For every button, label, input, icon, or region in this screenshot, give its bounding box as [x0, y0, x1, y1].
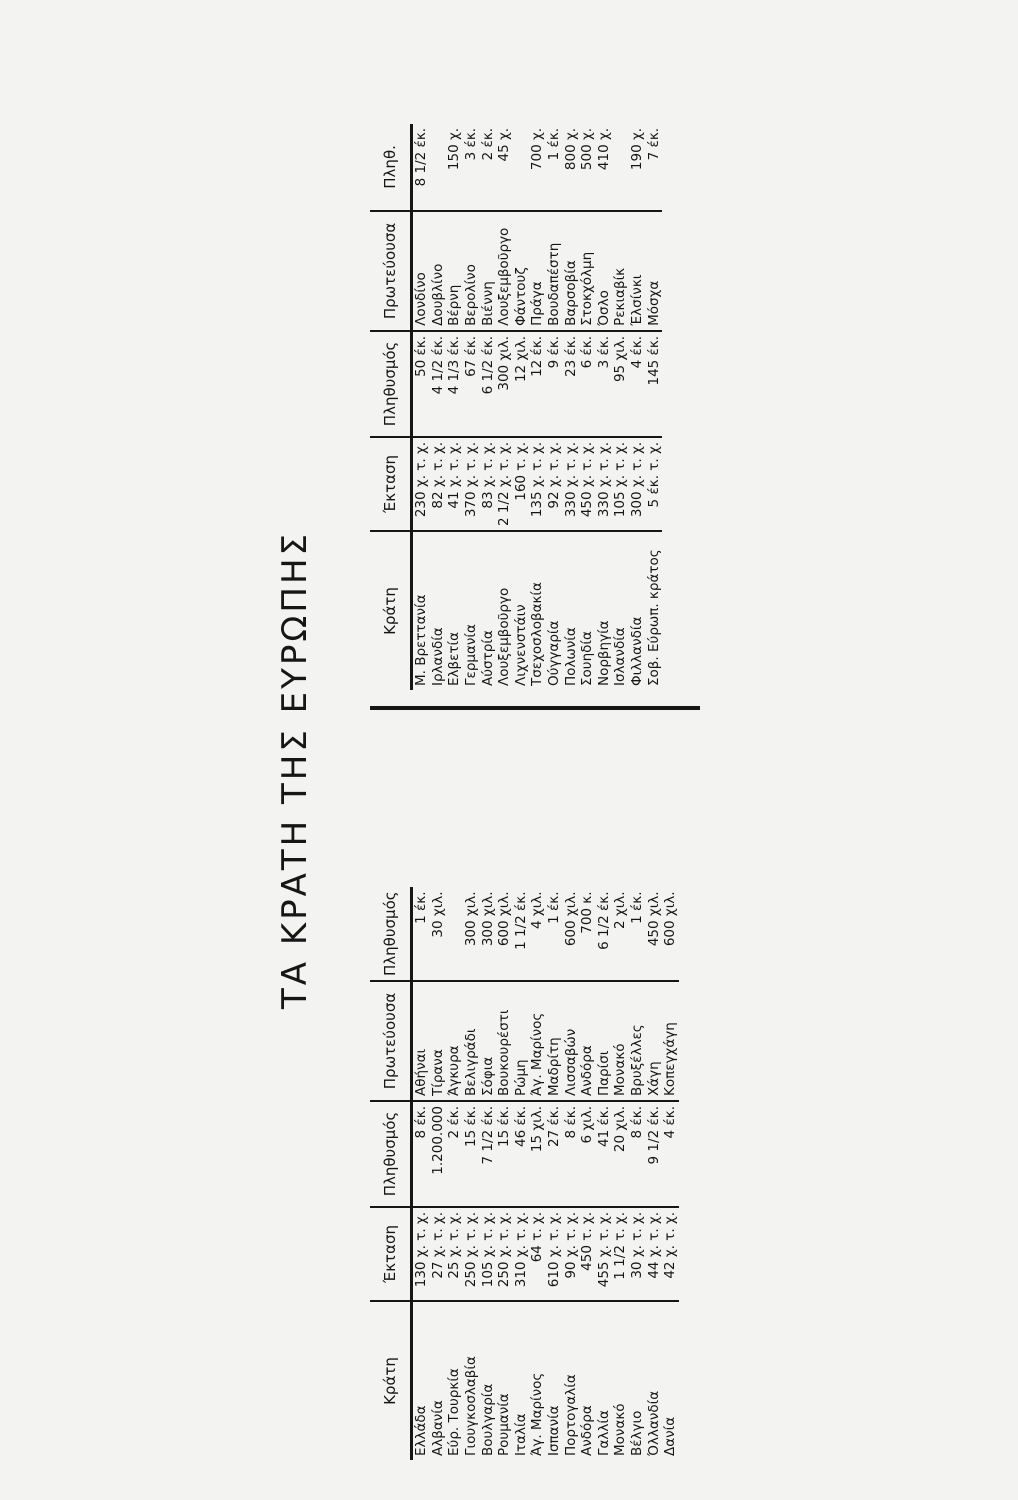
- cell-population: 3 έκ.: [596, 331, 613, 437]
- cell-state: Ισλανδία: [612, 627, 629, 686]
- table-row: [529, 887, 546, 1460]
- cell-area: 90 χ. τ. χ.: [562, 1207, 579, 1301]
- cell-population: 15 έκ.: [463, 1101, 480, 1207]
- cell-capital: Ρεκιαβίκ: [612, 211, 629, 331]
- cell-capital-population: 4 χιλ.: [529, 887, 546, 981]
- cell-area: 2 1/2 χ. τ. χ.: [496, 437, 513, 531]
- cell-capital: Βέρνη: [446, 211, 463, 331]
- cell-capital-population: [513, 124, 530, 211]
- cell-capital-population: 450 χιλ.: [645, 887, 662, 981]
- cell-area: 330 χ. τ. χ.: [596, 437, 613, 531]
- cell-capital-population: 600 χιλ.: [562, 887, 579, 981]
- table-row: [612, 887, 629, 1460]
- table-row: [496, 124, 513, 690]
- cell-area: 42 χ. τ. χ.: [662, 1207, 679, 1301]
- cell-capital: Σόφια: [479, 981, 496, 1101]
- cell-state: Φιλλανδία: [629, 616, 646, 686]
- cell-capital: Μόσχα: [645, 211, 662, 331]
- table-row: [446, 887, 463, 1460]
- cell-area: 30 χ. τ. χ.: [629, 1207, 646, 1301]
- cell-capital: Βιέννη: [479, 211, 496, 331]
- cell-state: Άγ. Μαρίνος: [529, 1372, 546, 1456]
- cell-state: Λουξεμβοῦργο: [496, 587, 513, 686]
- table-row: [562, 124, 579, 690]
- cell-state: Σουηδία: [579, 631, 596, 686]
- cell-area: 250 χ. τ. χ.: [463, 1207, 480, 1301]
- cell-state: Ελλάδα: [413, 1405, 430, 1456]
- cell-population: 1.200.000: [430, 1101, 447, 1207]
- cell-capital-population: 800 χ.: [562, 124, 579, 211]
- cell-capital: Λισσαβών: [562, 981, 579, 1101]
- cell-state: Πολωνία: [562, 627, 579, 686]
- cell-population: 50 έκ.: [412, 331, 430, 437]
- cell-capital-population: [430, 124, 447, 211]
- table-row: [596, 124, 613, 690]
- cell-area: 160 τ. χ.: [513, 437, 530, 531]
- cell-capital-population: 1 έκ.: [412, 887, 430, 981]
- cell-state: Ανδόρα: [579, 1405, 596, 1456]
- page-title: ΤΑ ΚΡΑΤΗ ΤΗΣ ΕΥΡΩΠΗΣ: [275, 531, 315, 1010]
- cell-state: Αύστρία: [479, 630, 496, 686]
- table-divider: [370, 706, 700, 710]
- table-row: [546, 124, 563, 690]
- column-header-capital: Πρωτεύουσα: [370, 211, 412, 331]
- cell-state: Γερμανία: [463, 624, 480, 686]
- cell-state: Εύρ. Τουρκία: [446, 1368, 463, 1456]
- cell-capital: Δουβλίνο: [430, 211, 447, 331]
- table-row: [463, 887, 480, 1460]
- cell-state: Ισπανία: [546, 1405, 563, 1456]
- cell-population: 4 1/2 έκ.: [430, 331, 447, 437]
- cell-capital-population: 700 κ.: [579, 887, 596, 981]
- cell-capital: Βρυξέλλες: [629, 981, 646, 1101]
- cell-capital: Έλσίνκι: [629, 211, 646, 331]
- cell-area: 83 χ. τ. χ.: [479, 437, 496, 531]
- table-row: [579, 887, 596, 1460]
- cell-area: 310 χ. τ. χ.: [513, 1207, 530, 1301]
- cell-population: 6 χιλ.: [579, 1101, 596, 1207]
- cell-state: Δανία: [662, 1416, 679, 1456]
- cell-population: 46 έκ.: [513, 1101, 530, 1207]
- cell-capital-population: 30 χιλ.: [430, 887, 447, 981]
- cell-capital: Βερολίνο: [463, 211, 480, 331]
- table-row: [579, 124, 596, 690]
- cell-population: 145 έκ.: [645, 331, 662, 437]
- table-header-row: [370, 124, 412, 690]
- cell-population: 8 έκ.: [412, 1101, 430, 1207]
- table-row: [412, 887, 430, 1460]
- cell-capital-population: 300 χιλ.: [479, 887, 496, 981]
- cell-capital-population: 600 χιλ.: [496, 887, 513, 981]
- table-row: [412, 124, 430, 690]
- cell-area: 92 χ. τ. χ.: [546, 437, 563, 531]
- cell-population: 2 έκ.: [446, 1101, 463, 1207]
- cell-capital: Φάντουζ: [513, 211, 530, 331]
- cell-state: Ιρλανδία: [429, 627, 446, 686]
- column-header-population: Πληθυσμός: [370, 1101, 412, 1207]
- cell-state: Ιταλία: [512, 1413, 529, 1456]
- rotated-content: [260, 60, 760, 1480]
- cell-population: 8 έκ.: [629, 1101, 646, 1207]
- cell-state: Γιουγκοσλαβία: [463, 1356, 480, 1456]
- cell-capital: Λουξεμβοῦργο: [496, 211, 513, 331]
- cell-capital-population: 1 έκ.: [546, 887, 563, 981]
- cell-capital: Πράγα: [529, 211, 546, 331]
- states-table-right: [370, 124, 662, 690]
- cell-capital-population: 1 έκ.: [629, 887, 646, 981]
- cell-capital-population: 190 χ.: [629, 124, 646, 211]
- cell-population: 6 1/2 έκ.: [479, 331, 496, 437]
- table-row: [496, 887, 513, 1460]
- cell-population: 9 έκ.: [546, 331, 563, 437]
- states-table-left: [370, 887, 679, 1460]
- cell-capital-population: 1 έκ.: [546, 124, 563, 211]
- cell-capital-population: 7 έκ.: [645, 124, 662, 211]
- table-body-right: [412, 124, 662, 690]
- cell-state: Μ. Βρεττανία: [413, 594, 430, 686]
- cell-capital-population: 45 χ.: [496, 124, 513, 211]
- cell-area: 105 χ. τ. χ.: [612, 437, 629, 531]
- cell-state: Πορτογαλία: [562, 1374, 579, 1456]
- table-row: [645, 887, 662, 1460]
- cell-population: 4 1/3 έκ.: [446, 331, 463, 437]
- cell-capital-population: 150 χ.: [446, 124, 463, 211]
- table-body-left: [412, 887, 679, 1460]
- cell-state: Όλλανδία: [645, 1390, 662, 1456]
- cell-area: 330 χ. τ. χ.: [562, 437, 579, 531]
- cell-area: 105 χ. τ. χ.: [479, 1207, 496, 1301]
- cell-capital-population: 2 χιλ.: [612, 887, 629, 981]
- cell-population: 27 έκ.: [546, 1101, 563, 1207]
- cell-capital-population: 410 χ.: [596, 124, 613, 211]
- cell-area: 44 χ. τ. χ.: [645, 1207, 662, 1301]
- cell-state: Γαλλία: [595, 1410, 612, 1456]
- column-header-capital-population: Πληθυσμός: [370, 887, 412, 981]
- cell-state: Ελβετία: [446, 631, 463, 686]
- table-row: [662, 887, 679, 1460]
- cell-area: 1 1/2 τ. χ.: [612, 1207, 629, 1301]
- cell-population: 4 έκ.: [662, 1101, 679, 1207]
- cell-area: 450 τ. χ.: [579, 1207, 596, 1301]
- cell-state: Σοβ. Εύρωπ. κράτος: [645, 549, 662, 686]
- table-row: [430, 887, 447, 1460]
- cell-capital: Μαδρίτη: [546, 981, 563, 1101]
- table-row: [513, 887, 530, 1460]
- cell-population: 8 έκ.: [562, 1101, 579, 1207]
- cell-area: 610 χ. τ. χ.: [546, 1207, 563, 1301]
- table-row: [513, 124, 530, 690]
- table-row: [430, 124, 447, 690]
- cell-area: 5 έκ. τ. χ.: [645, 437, 662, 531]
- table-row: [629, 887, 646, 1460]
- cell-capital: Άγκυρα: [446, 981, 463, 1101]
- cell-population: 20 χιλ.: [612, 1101, 629, 1207]
- cell-capital: Ανδόρα: [579, 981, 596, 1101]
- cell-population: 15 έκ.: [496, 1101, 513, 1207]
- table-row: [546, 887, 563, 1460]
- cell-state: Μονακό: [612, 1403, 629, 1456]
- table-row: [645, 124, 662, 690]
- cell-state: Ρουμανία: [496, 1393, 513, 1456]
- cell-capital-population: 1 1/2 έκ.: [513, 887, 530, 981]
- cell-capital: Τίρανα: [430, 981, 447, 1101]
- table-row: [479, 124, 496, 690]
- table-row: [629, 124, 646, 690]
- cell-population: 9 1/2 έκ.: [645, 1101, 662, 1207]
- cell-capital: Ρώμη: [513, 981, 530, 1101]
- cell-area: 455 χ. τ. χ.: [596, 1207, 613, 1301]
- column-header-population: Πληθυσμός: [370, 331, 412, 437]
- cell-capital-population: 6 1/2 έκ.: [596, 887, 613, 981]
- cell-capital-population: 300 χιλ.: [463, 887, 480, 981]
- cell-capital-population: [446, 887, 463, 981]
- column-header-capital-population: Πληθ.: [370, 124, 412, 211]
- table-row: [463, 124, 480, 690]
- cell-population: 23 έκ.: [562, 331, 579, 437]
- cell-area: 300 χ. τ. χ.: [629, 437, 646, 531]
- cell-population: 4 έκ.: [629, 331, 646, 437]
- cell-state: Βέλγιο: [629, 1410, 646, 1456]
- cell-capital-population: 700 χ.: [529, 124, 546, 211]
- cell-area: 41 χ. τ. χ.: [446, 437, 463, 531]
- cell-area: 250 χ. τ. χ.: [496, 1207, 513, 1301]
- cell-population: 12 έκ.: [529, 331, 546, 437]
- cell-population: 95 χιλ.: [612, 331, 629, 437]
- cell-state: Νορβηγία: [595, 620, 612, 686]
- cell-state: Τσεχοσλοβακία: [529, 582, 546, 686]
- cell-area: 450 χ. τ. χ.: [579, 437, 596, 531]
- cell-area: 130 χ. τ. χ.: [412, 1207, 430, 1301]
- cell-capital: Παρίσι: [596, 981, 613, 1101]
- cell-population: 67 έκ.: [463, 331, 480, 437]
- table-row: [529, 124, 546, 690]
- cell-area: 27 χ. τ. χ.: [430, 1207, 447, 1301]
- table-row: [446, 124, 463, 690]
- cell-population: 41 έκ.: [596, 1101, 613, 1207]
- cell-population: 15 χιλ.: [529, 1101, 546, 1207]
- cell-capital-population: 600 χιλ.: [662, 887, 679, 981]
- cell-capital: Βαρσοβία: [562, 211, 579, 331]
- cell-population: 7 1/2 έκ.: [479, 1101, 496, 1207]
- cell-capital: Χάγη: [645, 981, 662, 1101]
- cell-capital-population: 8 1/2 έκ.: [412, 124, 430, 211]
- cell-capital: Μονακό: [612, 981, 629, 1101]
- cell-capital: Αθήναι: [412, 981, 430, 1101]
- cell-area: 64 τ. χ.: [529, 1207, 546, 1301]
- cell-area: 135 χ. τ. χ.: [529, 437, 546, 531]
- cell-population: 6 έκ.: [579, 331, 596, 437]
- cell-population: 12 χιλ.: [513, 331, 530, 437]
- column-header-capital: Πρωτεύουσα: [370, 981, 412, 1101]
- cell-capital: Λονδίνο: [412, 211, 430, 331]
- column-header-states: Κράτη: [370, 531, 412, 690]
- cell-capital: Άγ. Μαρίνος: [529, 981, 546, 1101]
- table-row: [596, 887, 613, 1460]
- cell-capital: Βουκουρέστι: [496, 981, 513, 1101]
- cell-area: 230 χ. τ. χ.: [412, 437, 430, 531]
- column-header-area: Έκταση: [370, 1207, 412, 1301]
- table-row: [562, 887, 579, 1460]
- cell-capital-population: [612, 124, 629, 211]
- cell-area: 82 χ. τ. χ.: [430, 437, 447, 531]
- column-header-states: Κράτη: [370, 1301, 412, 1460]
- cell-capital: Βελιγράδι: [463, 981, 480, 1101]
- cell-area: 370 χ. τ. χ.: [463, 437, 480, 531]
- table-row: [479, 887, 496, 1460]
- column-header-area: Έκταση: [370, 437, 412, 531]
- cell-state: Αλβανία: [429, 1400, 446, 1456]
- cell-population: 300 χιλ.: [496, 331, 513, 437]
- table-row: [612, 124, 629, 690]
- cell-state: Βουλγαρία: [479, 1383, 496, 1456]
- cell-state: Ούγγαρία: [546, 620, 563, 686]
- cell-capital-population: 500 χ.: [579, 124, 596, 211]
- cell-capital: Βουδαπέστη: [546, 211, 563, 331]
- cell-capital-population: 2 έκ.: [479, 124, 496, 211]
- cell-capital: Κοπεγχάγη: [662, 981, 679, 1101]
- cell-capital: Όσλο: [596, 211, 613, 331]
- cell-capital: Στοκχόλμη: [579, 211, 596, 331]
- cell-area: 25 χ. τ. χ.: [446, 1207, 463, 1301]
- cell-capital-population: 3 έκ.: [463, 124, 480, 211]
- cell-state: Λιχνενστάιν: [512, 604, 529, 686]
- table-header-row: [370, 887, 412, 1460]
